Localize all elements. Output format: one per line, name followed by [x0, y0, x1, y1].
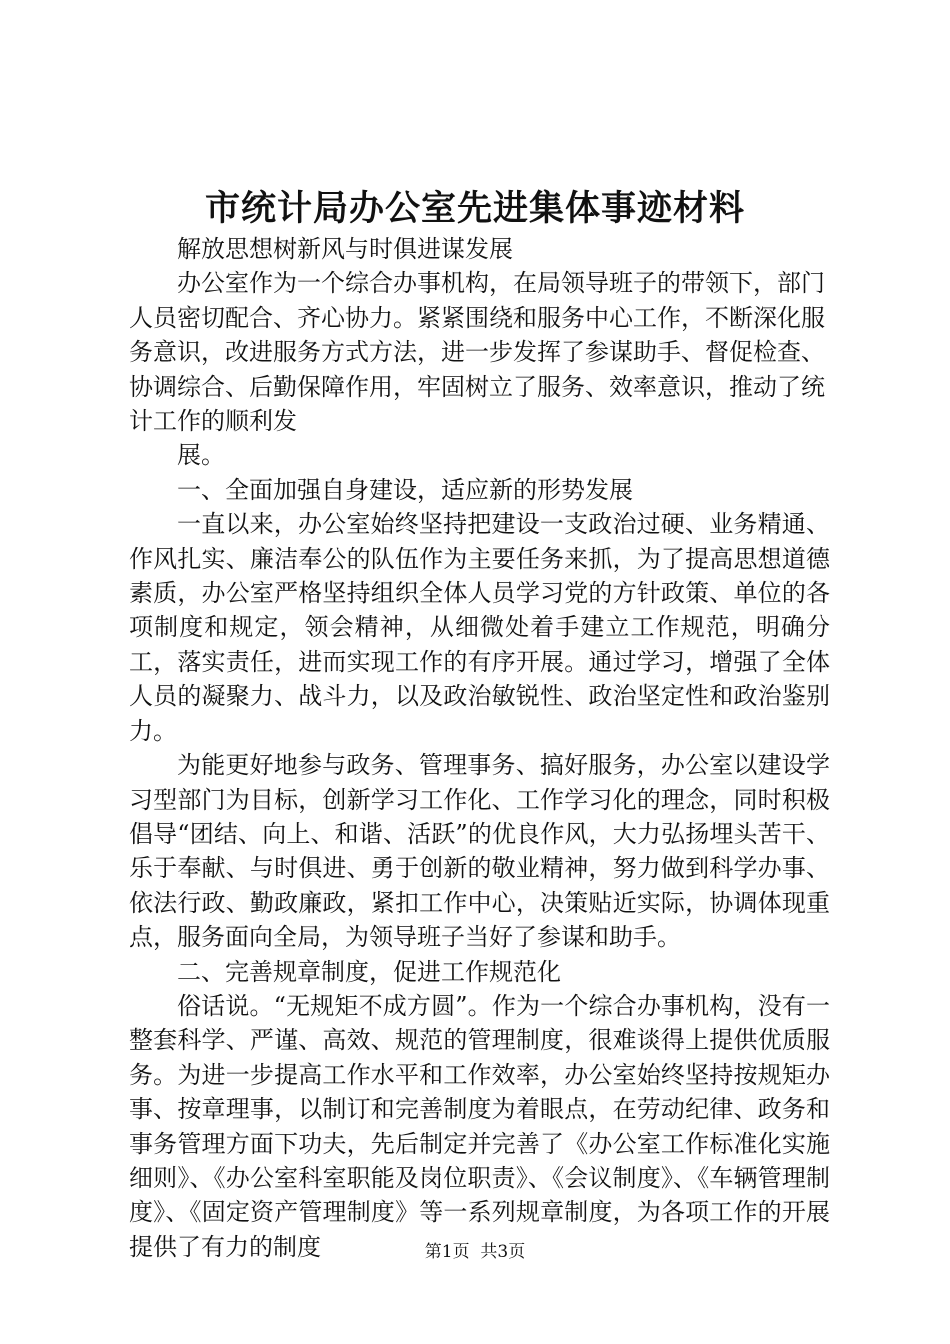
body-paragraph: 办公室作为一个综合办事机构，在局领导班子的带领下，部门人员密切配合、齐心协力。紧紧围绕和服务中心工作，不断深化服务意识，改进服务方式方法，进一步发挥了参谋助手、督促检查、协调综合、后勤保障作用，牢固树立了服务、效率意识，推动了统计工作的顺利发 — [129, 269, 825, 436]
document-title: 市统计局办公室先进集体事迹材料 — [204, 188, 745, 229]
subtitle-paragraph: 解放思想树新风与时俱进谋发展 — [177, 235, 513, 263]
body-paragraph: 俗话说。“无规矩不成方圆”。作为一个综合办事机构，没有一整套科学、严谨、高效、规范的管理制度，很难谈得上提供优质服务。为进一步提高工作水平和工作效率，办公室始终坚持按规矩办事、按章理事，以制订和完善制度为着眼点，在劳动纪律、政务和事务管理方面下功夫，先后制定并完善了《办公室工作标准化实施细则》、《办公室科室职能及岗位职责》、《会议制度》、《车辆管理制度》、《固定资产管理制度》等一系列规章制度，为各项工作的开展提供了有力的制度 — [129, 991, 830, 1261]
section-heading: 一、全面加强自身建设，适应新的形势发展 — [177, 475, 633, 504]
section-heading: 二、完善规章制度，促进工作规范化 — [177, 957, 561, 986]
document-body — [129, 232, 830, 1264]
page-footer: 第1页 共3页 — [424, 1242, 526, 1262]
body-paragraph: 一直以来，办公室始终坚持把建设一支政治过硬、业务精通、作风扎实、廉洁奉公的队伍作为主要任务来抓，为了提高思想道德素质，办公室严格坚持组织全体人员学习党的方针政策、单位的各项制度和规定，领会精神，从细微处着手建立工作规范，明确分工，落实责任，进而实现工作的有序开展。通过学习，增强了全体人员的凝聚力、战斗力，以及政治敏锐性、政治坚定性和政治鉴别力。 — [129, 510, 830, 745]
body-paragraph: 展。 — [177, 441, 225, 470]
body-paragraph: 为能更好地参与政务、管理事务、搞好服务，办公室以建设学习型部门为目标，创新学习工作化、工作学习化的理念，同时积极倡导“团结、向上、和谐、活跃”的优良作风，大力弘扬埋头苦干、乐于奉献、与时俱进、勇于创新的敬业精神，努力做到科学办事、依法行政、勤政廉政，紧扣工作中心，决策贴近实际，协调体现重点，服务面向全局，为领导班子当好了参谋和助手。 — [129, 751, 830, 952]
